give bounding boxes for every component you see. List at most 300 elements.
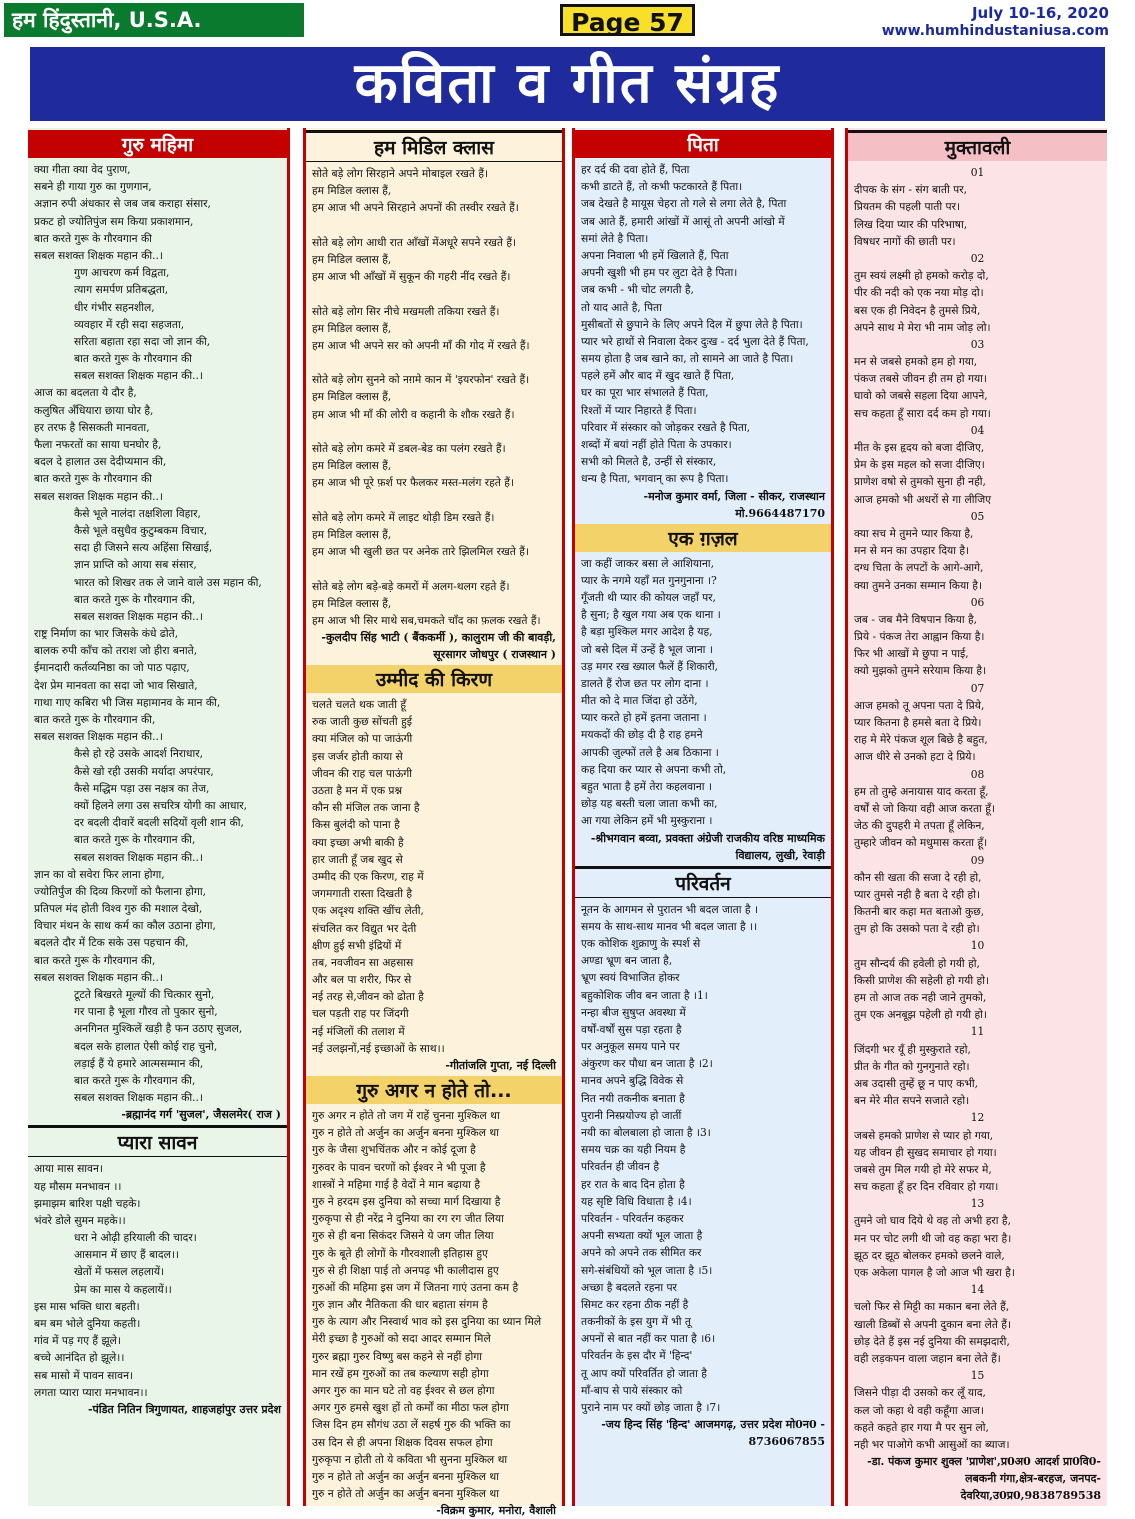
poem-line: झूठ दर झूठ बोलकर हमको छलने वाले, xyxy=(854,1248,1005,1262)
poem-line xyxy=(312,423,556,440)
poem-line: लिख दिया प्यार की परिभाषा, xyxy=(854,217,968,231)
poem-line: अज्ञान रुपी अंधकार से जब जब कराहा संसार, xyxy=(34,197,211,211)
poem-line: लगता प्यारा प्यारा मनभावन।। xyxy=(34,1385,148,1399)
poem-line: कैसे भूले वसुधैव कुटुम्बकम विचार, xyxy=(74,523,208,537)
poem-line: प्रियतम की पहली पाती पर। xyxy=(854,200,961,214)
poem-line: गुरु ज्ञान और नैतिकता की धार बहाता संगम है xyxy=(312,1298,488,1312)
poem-line: सबल सशक्त शिक्षक महान की..। xyxy=(74,850,203,864)
poem-line: तू आप क्यों परिवर्तित हो जाता है xyxy=(581,1366,707,1380)
poem-line: कल जो कहा थे वही कहूँगा आज। xyxy=(854,1403,984,1417)
poem-line: अपने साथ मे मेरा भी नाम जोड़ लो। xyxy=(854,320,991,334)
poem-line: रुक जाती कुछ सोंचती हुई xyxy=(312,715,413,729)
poem-signature: -कुलदीप सिंह भाटी ( बैंककर्मी ), कालुराम जी की बावड़ी, सूरसागर जोधपुर ( राजस्थान ) xyxy=(321,631,556,662)
poem-line: परिवर्तन - परिवर्तन कहकर xyxy=(581,1211,684,1225)
poem-line: दीपक के संग - संग बाती पर, xyxy=(854,183,967,197)
poem-line: सोते बड़े लोग कमरे में डबल-बेड का पलंग रखते हैं। xyxy=(312,442,506,455)
poem-line: उम्मीद की एक किरण, राह में xyxy=(312,869,424,883)
poem-body xyxy=(575,901,831,1417)
poem-line: और बल पा शरीर, फिर से xyxy=(312,973,412,987)
poem-line: मीत को दे मात जिंदा हो उठेंगे, xyxy=(581,694,698,708)
poem-line: समय चक्र का यही नियम है xyxy=(581,1143,686,1157)
brand-logo: हम हिंदुस्तानी, U.S.A. xyxy=(4,3,304,37)
poem-line: क्या तुमने उनका सम्मान किया है। xyxy=(854,578,983,592)
poem-line: झमाझम बारिश पक्षी चहके। xyxy=(34,1196,141,1210)
poem-body xyxy=(306,165,562,629)
poem-line: गर पाना है भूला गौरव तो पुकार सुनो, xyxy=(74,1005,218,1019)
poem-title-middle-class: हम मिडिल क्लास xyxy=(306,130,562,162)
poem-line: मन से जबसे हमको हम हो गया, xyxy=(854,355,978,369)
poem-line: नई मंजिलों की तलाश में xyxy=(312,1024,405,1038)
stanza-number: 15 xyxy=(970,1369,985,1383)
poem-signature: -पंडित नितिन त्रिगुणायत, शाहजहांपुर उत्तर प्रदेश xyxy=(87,1402,281,1416)
poem-line: किसी प्राणेश की सहेली हो गयी हो। xyxy=(854,973,990,987)
poem-signature: -मनोज कुमार वर्मा, जिला - सीकर, राजस्थान मो.9664487170 xyxy=(643,489,825,520)
poem-body xyxy=(28,161,287,1106)
poem-line: सबल सशक्त शिक्षक महान की..। xyxy=(34,248,163,262)
poem-line: कह दिया कर प्यार से अपना कभी तो, xyxy=(581,762,727,776)
poem-line: धन्य है पिता, भगवान् का रूप है पिता। xyxy=(581,472,729,486)
poem-line: फिर भी आखों मे छुपा न पाई, xyxy=(854,647,969,661)
poem-line: कैसे हो रहे उसके आदर्श निराधार, xyxy=(74,747,204,761)
poem-line: छोड़ देते हैं इस नई दुनिया की समझदारी, xyxy=(854,1334,1010,1348)
poem-line: तुम एक अनबूझ पहेली हो गयी हो। xyxy=(854,1008,987,1022)
poem-line: फैला नफरतों का साया घनघोर है, xyxy=(34,438,162,451)
poem-line: हम मिडिल क्लास हैं, xyxy=(312,321,392,335)
poem-line: क्यों हिलने लगा उस सचरित्र योगी का आधार, xyxy=(74,798,248,812)
stanza-number: 08 xyxy=(970,767,985,781)
stanza-number: 02 xyxy=(970,251,985,265)
poem-line: गुरु से ही बना सिकंदर जिसने ये जग जीत लिया xyxy=(312,1229,494,1243)
poem-line: हम तो तुम्हे अनायास याद करता हूँ, xyxy=(854,784,989,798)
poem-line: प्यार कितना है हमसे बता दे प्रिये। xyxy=(854,716,982,729)
poem-line: कभी डाटते हैं, तो कभी फटकारते हैं पिता। xyxy=(581,180,743,194)
poem-line: बात करते गुरू के गौरवगान की, xyxy=(74,1073,196,1087)
poem-line: घर का पूरा भार संभालते हैं पिता, xyxy=(581,386,709,400)
poem-line: आपकी ज़ुल्फों तले है अब ठिकाना । xyxy=(581,745,719,759)
poem-line: इस मास भक्ति धारा बहती। xyxy=(34,1299,140,1313)
poem-line: खाली डिब्बों से अपनी दुकान बना लेते हैं। xyxy=(854,1317,1012,1331)
poem-title-muktavali: मुक्तावली xyxy=(848,130,1107,161)
poem-line: बात करते गुरू के गौरवगान की xyxy=(34,472,152,486)
poem-line: हम मिडिल क्लास हैं, xyxy=(312,252,392,266)
poem-line: अनगिनत मुश्किलें खड़ी है फन उठाए सुजल, xyxy=(74,1022,243,1036)
poem-line: जिस दिन हम सौगंध उठा लें सहर्ष गुरु की भक्ति का xyxy=(312,1418,511,1432)
poem-line: हम तो आज तक नही जाने तुमको, xyxy=(854,991,987,1004)
poem-line: जबसे हमको प्राणेश से प्यार हो गया, xyxy=(854,1128,994,1142)
poem-line: सबल सशक्त शिक्षक महान की..। xyxy=(74,1091,203,1105)
poem-line: ज्ञान प्राप्ति को आया सब संसार, xyxy=(74,558,197,572)
poem-body xyxy=(575,555,831,830)
poem-line: मानव अपने बुद्धि विवेक से xyxy=(581,1074,684,1088)
stanza-number: 04 xyxy=(970,423,985,437)
poem-line: आसमान में छाए हैं बादल।। xyxy=(74,1248,179,1262)
poem-line: तुम स्वयं लक्ष्मी हो हमको करोड़ दो, xyxy=(854,269,989,283)
poem-line: भ्रूण स्वयं विभाजित होकर xyxy=(581,971,680,985)
poem-line: उठता है मन में एक प्रश्न xyxy=(312,784,403,797)
poem-signature: -श्रीभगवान बव्वा, प्रवक्ता अंग्रेजी राजकीय वरिष्ठ माध्यमिक विद्यालय, लुखी, रेवाड़ी xyxy=(590,831,825,862)
poem-line: अपने को अपने तक सीमित कर xyxy=(581,1246,702,1260)
poem-line: हम मिडिल क्लास हैं, xyxy=(312,390,392,404)
poem-line: बन मेरे मीत सपने सजाते रहो। xyxy=(854,1094,970,1108)
poem-line: जिसने पीड़ा दी उसको कर लूँ याद, xyxy=(854,1386,986,1400)
poem-line: प्रेम का मास ये कहलायें।। xyxy=(74,1282,172,1296)
poem-line: सब मासो में पावन सावन। xyxy=(34,1368,134,1382)
poem-signature: -जय हिन्द सिंह 'हिन्द' आजमगढ़, उत्तर प्रदेश मो0न0 - 8736067855 xyxy=(601,1418,825,1449)
poem-line: सोते बड़े लोग सिर नीचे मखमली तकिया रखते हैं। xyxy=(312,304,500,318)
poem-line: अपनी सभ्यता क्यों भूल जाता है xyxy=(581,1229,703,1243)
poem-line: परिवार में संस्कार को जोड़कर रखते है पिता, xyxy=(581,420,751,434)
poem-line: एक अकेला पागल है जो आज भी खरा है। xyxy=(854,1266,1015,1279)
poem-line: जिंदगी भर यूँ ही मुस्कुराते रहो, xyxy=(854,1042,971,1056)
issue-date: July 10-16, 2020 xyxy=(971,4,1109,22)
poem-line: इस जर्जर होती काया से xyxy=(312,749,403,763)
poem-line: सदा ही जिसने सत्य अहिंसा सिखाई, xyxy=(74,541,213,555)
poem-line: घावो को जबसे सहला दिया आपने, xyxy=(854,389,988,403)
poem-line: कौन सी खता की सजा दे रही हो, xyxy=(854,870,982,884)
poem-line: सबल सशक्त शिक्षक महान की..। xyxy=(34,489,163,503)
poem-line: कैसे मद्धिम पड़ा उस नक्षत्र का तेज, xyxy=(74,781,210,795)
poem-line: धीर गंभीर सहनशील, xyxy=(74,300,155,314)
poem-signature: -विक्रम कुमार, मनोरा, वैशाली xyxy=(436,1504,556,1518)
poem-body xyxy=(575,161,831,488)
poem-line: सबल सशक्त शिक्षक महान की..। xyxy=(74,609,203,623)
poem-line: जो बसे दिल में उन्हें है भूल जाना । xyxy=(581,642,713,656)
poem-line: गुरु के बूते ही लोगों के गौरवशाली इतिहास हुए xyxy=(312,1246,488,1260)
poem-line: अपनी खुशी भी हम पर लुटा देते है पिता। xyxy=(581,266,738,280)
poem-line: राष्ट्र निर्माण का भार जिसके कंधे ढोते, xyxy=(34,627,179,641)
poem-line: हम आज भी पूरे फ़र्श पर फैलकर मस्त-मलंग रहते हैं। xyxy=(312,476,515,490)
poem-line: जबसे तुम मिल गयी हो मेरे सफर मे, xyxy=(854,1162,992,1176)
poem-line: समय के साथ-साथ मानव भी बदल जाता है ।। xyxy=(581,919,758,933)
poem-line: सोते बड़े लोग बड़े-बड़े कमरों में अलग-थलग रहते हैं। xyxy=(312,579,510,593)
poem-line xyxy=(312,560,556,577)
poem-line: सबल सशक्त शिक्षक महान की..। xyxy=(74,369,203,383)
poem-line: मेरी इच्छा है गुरुओं को सदा आदर सम्मान मिले xyxy=(312,1332,491,1346)
poem-line: उड़ मगर रख ख्याल फैलें हैं शिकारी, xyxy=(581,659,719,673)
poem-body xyxy=(306,1107,562,1502)
poem-line: अच्छा है बदलते रहना पर xyxy=(581,1280,677,1294)
poem-line: तो याद आते है, पिता xyxy=(581,300,662,314)
poem-title-ummeed: उम्मीद की किरण xyxy=(306,665,562,693)
poem-line: वर्षों से जो किया वही आज करता हूँ। xyxy=(854,801,995,815)
poem-line: है सुना; है खुल गया अब एक थाना । xyxy=(581,608,721,622)
poem-line: अण्डा भ्रूण बन जाता है, xyxy=(581,954,673,968)
poem-line: पुराने नाम पर क्यों छोड़ जाता है ।7। xyxy=(581,1401,721,1414)
page-header xyxy=(0,0,1135,44)
poem-line: विषधर नागों की छाती पर। xyxy=(854,234,956,248)
poem-line: बम बम भोले दुनिया कहती। xyxy=(34,1317,141,1330)
poem-line: टूटते बिखरते मूल्यों की चित्कार सुनो, xyxy=(74,988,215,1001)
poem-line: ईमानदारी कर्तव्यनिष्ठा का जो पाठ पढ़ाए, xyxy=(34,661,190,675)
poem-line: वही लड़कपन वाला जहान बना लेते हैं। xyxy=(854,1351,1001,1365)
poem-title-ek-ghazal: एक ग़ज़ल xyxy=(575,524,831,552)
stanza-number: 01 xyxy=(970,166,985,179)
poem-line: मान रखें हम गुरुओं का तब कल्याण सही होगा xyxy=(312,1366,489,1380)
poem-line: दग्ध चिता के लपटों के आगे-आगे, xyxy=(854,561,984,575)
poem-line: सबल सशक्त शिक्षक महान की..। xyxy=(34,970,163,984)
poem-line: तुम हो कि उसको पता दे रही हो। xyxy=(854,922,980,936)
poem-line: प्यार के नगमे यहाँ मत गुनगुनाना ।? xyxy=(581,573,717,587)
poem-line: त्याग समर्पण प्रतिबद्धता, xyxy=(74,283,169,297)
poem-line: चलते चलते थक जाती हूँ xyxy=(312,698,407,712)
poem-line: मीत के इस हृदय को बजा दीजिए, xyxy=(854,441,985,454)
poem-line: गुरु अगर न होते तो जग में राहें चुनना मुश्किल था xyxy=(312,1109,500,1122)
poem-line: बदल दे हालात उस देदीप्यमान की, xyxy=(34,455,167,469)
poem-line: चल पड़ती राह पर जिंदगी xyxy=(312,1007,409,1021)
poem-line xyxy=(312,217,556,234)
poem-line: ज्ञान का वो सवेरा फिर लाना होगा, xyxy=(34,867,165,881)
poem-line: बात करते गुरू के गौरवगान की, xyxy=(34,713,156,726)
poem-body xyxy=(28,1160,287,1401)
poem-line: यह सृष्टि विधि विधाता है ।4। xyxy=(581,1194,692,1208)
poem-line: बहुत भाता है हमें तेरा कहलवाना । xyxy=(581,780,712,793)
poem-line: बात करते गुरू के गौरवगान की, xyxy=(74,833,196,847)
poem-line: धरा ने ओढ़ी हरियाली की चादर। xyxy=(74,1231,197,1245)
poem-line: बात करते गुरू के गौरवगान की, xyxy=(74,592,196,606)
poem-line: हम मिडिल क्लास हैं, xyxy=(312,596,392,610)
poem-line: समय होता है जब खाने का, तो सामने आ जाते है पिता। xyxy=(581,352,794,366)
poem-line: लड़ाई हैं ये हमारे आत्मसम्मान की, xyxy=(74,1056,204,1070)
poem-line: चलो फिर से मिट्टी का मकान बना लेते हैं, xyxy=(854,1300,1010,1314)
poem-line: भंवरे डोले सुमन महके।। xyxy=(34,1213,126,1227)
poem-line: आज हमको तू अपना पता दे प्रिये, xyxy=(854,698,985,712)
poem-line: मयकदों की छोड़ दी है राह हमने xyxy=(581,728,703,742)
poem-line: जब आते हैं, हमारी आंखों में आसूं तो अपनी आंखो में xyxy=(581,214,785,228)
poem-line: पुरानी निस्प्रयोज्य हो जातीं xyxy=(581,1108,682,1122)
poem-line: हम आज भी आँखों में सुकून की गहरी नींद रखते हैं। xyxy=(312,270,511,284)
column-4 xyxy=(845,128,1107,1506)
poem-line: जा कहीं जाकर बसा ले आशियाना, xyxy=(581,556,714,570)
poem-line: गुरुकृपा से ही नरेंद्र ने दुनिया का रग रग जीत लिया xyxy=(312,1212,504,1226)
poem-line: आया मास सावन। xyxy=(34,1162,103,1176)
poem-line: विचार मंथन के साथ कर्म का कौल उठाना होगा, xyxy=(34,919,216,933)
poem-line: सच कहता हूँ हर दिन रविवार हो गया। xyxy=(854,1180,999,1194)
poem-title-pita: पिता xyxy=(575,130,831,158)
poem-title-guru-agar: गुरु अगर न होते तो... xyxy=(306,1076,562,1104)
stanza-number: 09 xyxy=(970,853,985,867)
poem-line: कलुषित अँधियारा छाया घोर है, xyxy=(34,403,154,417)
poem-line: अपना निवाला भी हमें खिलाते हैं, पिता xyxy=(581,248,729,262)
poem-line: प्राणेश वषो से तुमको सुना ही नही, xyxy=(854,475,986,489)
poem-line: यह जीवन ही सुखद समाचार हो गया। xyxy=(854,1145,997,1159)
poem-line: पीर की नदी को एक नया मोड़ दो। xyxy=(854,286,984,300)
poem-line: सिमट कर रहना ठीक नहीं है xyxy=(581,1297,689,1311)
poem-line: सोते बड़े लोग आधी रात आँखों मेंअधूरे सपने रखते हैं। xyxy=(312,235,517,249)
poem-line: एक अदृश्य शक्ति खींच लेती, xyxy=(312,904,424,918)
poem-line: गूँजती थी प्यार की कोयल जहाँ पर, xyxy=(581,590,716,604)
poem-line: आज धीरे से उनको हटा दे प्रिये। xyxy=(854,750,976,764)
poem-line: छोड़ यह बस्ती चला जाता कभी का, xyxy=(581,797,718,811)
poem-line: राह मे मेरे पंकज शूल बिछे है बहुत, xyxy=(854,733,988,747)
poem-title-guru-mahima: गुरु महिमा xyxy=(28,130,287,158)
poem-line: हम आज भी अपने सर को अपनी माँ की गोद में रखते हैं। xyxy=(312,338,530,352)
poem-line xyxy=(312,285,556,302)
poem-line: बदलते दौर में टिक सके उस पहचान की, xyxy=(34,936,189,950)
poem-line: देश प्रेम मानवता का सदा जो भाव सिखाते, xyxy=(34,678,198,692)
poem-line: बात करते गुरू के गौरवगान की, xyxy=(34,953,156,967)
poem-line: क्षीण हुई सभी इंद्रियों में xyxy=(312,938,402,952)
column-2 xyxy=(303,128,565,1518)
poem-line: हम आज भी माँ की लोरी व कहानी के शौक रखते हैं। xyxy=(312,407,515,421)
poem-line: संचलित कर विद्युत भर देती xyxy=(312,921,417,935)
poem-line: कैसे भूले नालंदा तक्षशिला विहार, xyxy=(74,506,201,520)
poem-line: सोते बड़े लोग कमरे में लाइट थोड़ी डिम रखते हैं। xyxy=(312,510,495,524)
poem-line: पंकज तबसे जीवन ही तम हो गया। xyxy=(854,372,987,386)
poem-line: हार जाती हूँ जब खुद से xyxy=(312,852,403,866)
poem-line: बदल सके हालात ऐसी कोई राह चुनो, xyxy=(74,1039,218,1053)
poem-line: बस एक ही निवेदन है तुमसे प्रिये, xyxy=(854,303,981,317)
poem-line: आज हमको भी अधरों से गा लीजिए xyxy=(854,492,992,506)
stanza-number: 06 xyxy=(970,595,985,609)
poem-line xyxy=(312,492,556,509)
poem-body xyxy=(306,696,562,1057)
poem-line: क्या गीता क्या वेद पुराण, xyxy=(34,163,131,176)
poem-line: बात करते गुरू के गौरवगान की xyxy=(34,231,152,245)
poem-line: सबने ही गाया गुरु का गुणगान, xyxy=(34,180,152,194)
column-1 xyxy=(28,128,290,1506)
poem-signature: -ब्रह्मानंद गर्ग 'सुजल', जैसलमेर( राज ) xyxy=(121,1108,281,1122)
poem-line: वर्षों-वर्षों सुस पड़ा रहता है xyxy=(581,1022,682,1036)
poem-signature: -डा. पंकज कुमार शुक्ल 'प्राणेश',प्र0अ0 आदर्श प्रा0वि0-लबकनी गंगा,क्षेत्र-बरहज, जनपद-देवरिया,उ0प्र0,9838789538 xyxy=(867,1455,1101,1503)
poem-line: आ गया लेकिन हमें भी मुस्कुराना । xyxy=(581,814,713,828)
poem-line: शास्त्रों ने महिमा गाई है वेदों ने मान बढ़ाया है xyxy=(312,1177,481,1191)
poem-line: जब - जब मैने विषपान किया है, xyxy=(854,612,978,626)
poem-line: खेतों में फसल लहलायें। xyxy=(74,1265,165,1279)
poem-line: हर तरफ है सिसकती मानवता, xyxy=(34,420,150,434)
poem-line: प्रिये - पंकज तेरा आह्वान किया है। xyxy=(854,630,985,644)
poem-line: हम मिडिल क्लास हैं, xyxy=(312,184,392,198)
poem-line: तुम्हारे जीवन को मधुमास करता हूँ। xyxy=(854,836,988,850)
poem-signature: -गीतांजलि गुप्ता, नई दिल्ली xyxy=(445,1059,556,1072)
poem-line: परिवर्तन ही जीवन है xyxy=(581,1160,660,1174)
poem-line: डालते हैं रोज छत पर लोग दाना । xyxy=(581,676,709,690)
poem-line: गुरु न होते तो अर्जुन का अर्जुन बनना मुश्किल था xyxy=(312,1126,499,1140)
poem-line: क्या सच मे तुमने प्यार किया है, xyxy=(854,526,974,540)
stanza-number: 12 xyxy=(970,1111,985,1125)
poem-line: समां लेते है पिता। xyxy=(581,231,649,245)
poem-line: प्रतिपल मंद होती विश्व गुरु की मशाल देखो, xyxy=(34,902,203,916)
poem-line: पर अनुकूल समय पाने पर xyxy=(581,1040,680,1054)
poem-line: अंकुरण कर पौधा बन जाता है ।2। xyxy=(581,1057,713,1071)
poem-line: अगर गुरु का मान घटे तो वह ईश्वर से छल होगा xyxy=(312,1384,495,1397)
poem-line: एक कोशिक शुक्राणु के स्पर्श से xyxy=(581,936,701,950)
poem-line: हम मिडिल क्लास हैं, xyxy=(312,527,392,541)
poem-line: बात करते गुरू के गौरवगान की xyxy=(74,352,192,366)
website-link[interactable]: www.humhindustaniusa.com xyxy=(881,23,1109,39)
poem-line: हम मिडिल क्लास हैं, xyxy=(312,459,392,473)
poem-line: हम आज भी अपने सिरहाने अपनों की तस्वीर रखते हैं। xyxy=(312,201,519,215)
muktavali-body xyxy=(848,164,1107,1453)
poem-line xyxy=(312,354,556,371)
poem-line: है बड़ा मुश्किल मगर आदेश है यह, xyxy=(581,625,713,639)
poem-line: तुम सौन्दर्य की हवेली हो गयी हो, xyxy=(854,956,980,970)
poem-line: व्यवहार में रही सदा सहजता, xyxy=(74,317,185,331)
poem-line: हम आज भी सिर माथे सब,चमकते चाँद का फ़लक रखते हैं। xyxy=(312,613,541,627)
poem-line: गुरुर ब्रह्मा गुरुर विष्णु बस कहने से नहीं होगा xyxy=(312,1349,483,1363)
poem-line: नही भर पाओगे कभी आसुओं का ब्याज। xyxy=(854,1437,1010,1451)
poem-line: ज्योतिर्पुंज की दिव्य किरणों को फैलाना होगा, xyxy=(34,884,206,898)
poem-line: दर बदली दीवारें बदली सदियों वृली शान की, xyxy=(74,816,244,830)
stanza-number: 10 xyxy=(970,939,985,953)
poem-line: आज का बदलता ये दौर है, xyxy=(34,386,137,400)
poem-line: मन पर चोट लगी थी जो वह कहा भरा है। xyxy=(854,1231,1012,1245)
poem-line: सभी को मिलते है, उन्हीं से संस्कार, xyxy=(581,455,717,469)
poem-line: सगे-संबंधियों को भूल जाता है ।5। xyxy=(581,1263,713,1277)
poem-line: क्या इच्छा अभी बाकी है xyxy=(312,835,404,849)
poem-line: गुरु से ही शिक्षा पाई तो अनपढ़ भी कालीदास हुए xyxy=(312,1263,499,1277)
poem-line: हर दर्द की दवा होते हैं, पिता xyxy=(581,163,690,176)
poem-line: परिवर्तन के इस दौर में 'हिन्द' xyxy=(581,1349,693,1363)
stanza-number: 05 xyxy=(970,509,985,523)
poem-line: प्यार करते हो हमें इतना जताना । xyxy=(581,711,707,725)
poem-line: किस बुलंदी को पाना है xyxy=(312,818,400,832)
poem-line: जब कभी - भी चोट लगती है, xyxy=(581,283,694,297)
poem-line: पहले हमें और बाद में खुद खाते हैं पिता, xyxy=(581,369,735,383)
stanza-number: 14 xyxy=(970,1283,985,1297)
poem-line: नित नयी तकनीक बनाता है xyxy=(581,1091,685,1105)
poem-line: नयी का बोलबाला हो जाता है ।3। xyxy=(581,1126,711,1139)
poem-line: यह मौसम मनभावन ।। xyxy=(34,1179,122,1193)
poem-line: हर रात के बाद दिन होता है xyxy=(581,1177,685,1191)
poem-line: कौन सी मंजिल तक जाना है xyxy=(312,801,420,815)
poem-line: गुरु ने हरदम इस दुनिया को सच्चा मार्ग दिखाया है xyxy=(312,1194,501,1208)
poem-line: सोते बड़े लोग सुनने को नग़मे कान में 'इयरफोन' रखते हैं। xyxy=(312,373,530,387)
poem-line: क्यो मुझको तुमने सरेयाम किया है। xyxy=(854,664,987,678)
poem-line: गाथा गाए कबिरा भी जिस महामानव के मान की, xyxy=(34,695,221,709)
poem-line: सच कहता हूँ सारा दर्द कम हो गया। xyxy=(854,406,991,420)
poem-line: उस दिन से ही अपना शिक्षक दिवस सफल होगा xyxy=(312,1435,493,1449)
poem-line: प्रेम के इस महल को सजा दीजिए। xyxy=(854,458,985,472)
poem-line: गुरु के त्याग और निस्वार्थ भाव को इस दुनिया का ध्यान मिले xyxy=(312,1315,542,1329)
poem-line: गुरुकृपा न होती तो ये कविता भी सुनना मुश्किल था xyxy=(312,1452,508,1466)
poem-line: माँ-बाप से पाये संस्कार को xyxy=(581,1383,683,1397)
poem-line: गुण आचरण कर्म विद्वता, xyxy=(74,266,170,280)
poem-line: मन से मन का उपहार दिया है। xyxy=(854,544,970,558)
poem-line: तुमने जो घाव दिये थे वह तो अभी हरा है, xyxy=(854,1214,1011,1228)
poem-line: क्या मंजिल को पा जाऊंगी xyxy=(312,732,413,746)
poem-line: गांव में पड़ गए हैं झूले। xyxy=(34,1334,121,1348)
poem-line: गुरुओं की महिमा इस जग में जितना गाएं उतना कम है xyxy=(312,1280,519,1294)
poem-line: गुरु न होते तो अर्जुन का अर्जुन बनना मुश्किल था xyxy=(312,1487,499,1501)
poem-line: जब देखते है मायूस चेहरा तो गले से लगा लेते है, पिता xyxy=(581,197,787,211)
poem-line: नई उलझनों,नई इच्छाओं के साथ।। xyxy=(312,1041,445,1055)
stanza-number: 03 xyxy=(970,337,985,351)
poem-line: भारत को शिखर तक ले जाने वाले उस महान की, xyxy=(74,575,262,589)
poem-line: नई तरह से,जीवन को ढोता है xyxy=(312,990,424,1004)
poem-line: जीवन की राह चल पाऊंगी xyxy=(312,766,412,780)
poem-line: बहुकोशिक जीव बन जाता है ।1। xyxy=(581,988,708,1002)
poem-line: सरिता बहाता रहा सदा जो ज्ञान की, xyxy=(74,334,211,348)
poem-line: हम आज भी खुली छत पर अनेक तारे झिलमिल रखते हैं। xyxy=(312,545,529,559)
poem-line: बच्चे आनंदित हो झूले।। xyxy=(34,1351,125,1365)
poem-title-parivartan: परिवर्तन xyxy=(575,866,831,898)
poem-line: प्यार तुमसे नही है बता दे रही हो। xyxy=(854,887,981,901)
poem-line: शब्दों में बयां नहीं होते पिता के उपकार। xyxy=(581,438,732,451)
poem-line: नन्हा बीज सुषुप्त अवस्था में xyxy=(581,1005,686,1019)
poem-line: कैसे खो रही उसकी मर्यादा अपरंपार, xyxy=(74,764,214,778)
poem-title-pyara-sawan: प्यारा सावन xyxy=(28,1125,287,1157)
poem-line: तब, नवजीवन सा अहसास xyxy=(312,955,414,969)
poem-line: अब उदासी तुम्हें छू न पाए कभी, xyxy=(854,1076,978,1090)
poem-line: कितनी बार कहा मत बताओ कुछ, xyxy=(854,905,985,919)
poem-line: तकनीकों के इस युग में भी तू xyxy=(581,1315,692,1329)
poem-line: मुसीबतों से छुपाने के लिए अपने दिल में छुपा लेते है पिता। xyxy=(581,317,803,331)
stanza-number: 11 xyxy=(970,1025,985,1039)
poem-line: अगर गुरु हमसे खुश हों तो कर्मों का मीठा फल होगा xyxy=(312,1401,509,1415)
stanza-number: 13 xyxy=(970,1197,985,1211)
poem-line: सोते बड़े लोग सिरहाने अपने मोबाइल रखते हैं। xyxy=(312,167,489,180)
poem-line: जेठ की दुपहरी मे तपता हूँ लेकिन, xyxy=(854,819,985,833)
